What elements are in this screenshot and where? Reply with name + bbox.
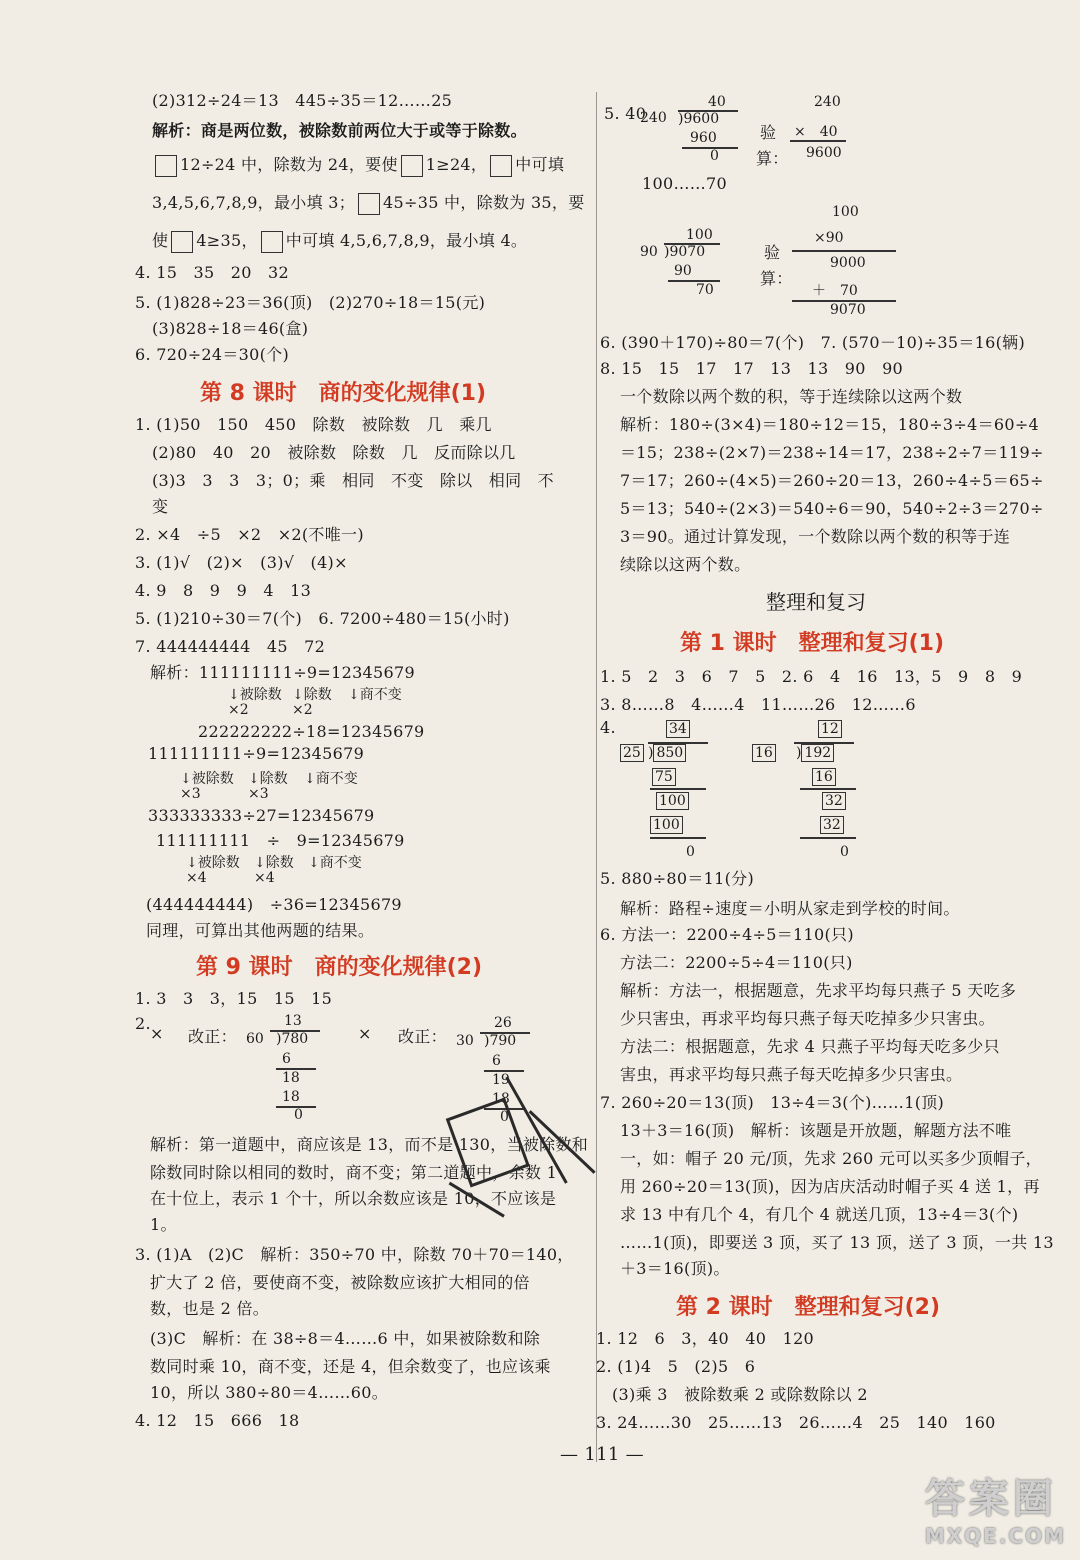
division-step: 100 (656, 792, 689, 810)
answer-line: 100……70 (642, 174, 727, 193)
answer-line: 改正： (398, 1027, 447, 1046)
check-step: ×90 (814, 230, 844, 246)
check-step: 100 (832, 204, 859, 220)
division-dividend: )9070 (664, 244, 706, 260)
analysis-line: 续除以这两个数。 (620, 555, 751, 574)
arrow-note: ×4 (254, 870, 275, 886)
analysis-line: 3,4,5,6,7,8,9，最小填 3； 45÷35 中，除数为 35，要 (152, 190, 585, 215)
answer-line: 改正： (188, 1027, 237, 1046)
watermark-logo: 答案圈 MXQE.COM (924, 1476, 1066, 1548)
blank-box (401, 155, 423, 177)
equation-line: (444444444) ÷36=12345679 (146, 895, 402, 914)
check-line (792, 250, 896, 252)
analysis-line: 10，所以 380÷80＝4……60。 (150, 1383, 388, 1402)
answer-line: 6. 方法一：2200÷4÷5＝110(只) (600, 925, 854, 944)
answer-line: 3. 8……8 4……4 11……26 12……6 (600, 695, 916, 714)
division-dividend: )780 (276, 1031, 309, 1047)
check-step: 240 (814, 94, 841, 110)
check-label: 算： (760, 269, 793, 288)
analysis-line: 3＝90。通过计算发现，一个数除以两个数的积等于连 (620, 527, 1011, 546)
answer-line: 4. 9 8 9 9 4 13 (135, 581, 312, 600)
division-step: 16 (812, 768, 836, 786)
division-line (650, 788, 706, 790)
analysis-line: ……1(顶)，即要送 3 顶，买了 13 顶，送了 3 顶，一共 13 (620, 1233, 1054, 1252)
analysis-line: 7＝17；260÷(4×5)＝260÷20＝13，260÷4÷5＝65÷ (620, 471, 1044, 490)
division-divisor: 90 (640, 244, 658, 260)
division-step: 6 (282, 1051, 291, 1067)
blank-box (155, 155, 177, 177)
analysis-line: 少只害虫，再求平均每只燕子每天吃掉多少只害虫。 (620, 1009, 995, 1028)
equation-line: 111111111 ÷ 9=12345679 (156, 831, 405, 850)
lesson-heading-review-1: 第 1 课时 整理和复习(1) (680, 631, 945, 656)
division-quotient: 12 (818, 720, 842, 738)
answer-line: 1. (1)50 150 450 除数 被除数 几 乘几 (135, 415, 492, 434)
answer-line: 5. (1)210÷30＝7(个) 6. 7200÷480＝15(小时) (135, 609, 510, 628)
section-heading: 整理和复习 (766, 590, 866, 614)
answer-line: 2. (1)4 5 (2)5 6 (596, 1357, 756, 1376)
division-divisor: 240 (640, 110, 667, 126)
arrow-note: ↓被除数 (228, 687, 282, 703)
analysis-line: 除数同时除以相同的数时，商不变；第二道题中，余数 1 (150, 1163, 558, 1182)
check-line (790, 140, 846, 142)
lesson-heading-9: 第 9 课时 商的变化规律(2) (196, 955, 483, 980)
division-step: 6 (492, 1053, 501, 1069)
division-step: 90 (674, 263, 692, 279)
analysis-line: 13＋3＝16(顶) 解析：该题是开放题，解题方法不唯 (620, 1121, 1012, 1140)
division-line (800, 788, 856, 790)
answer-line: × (358, 1024, 372, 1043)
division-remainder: 0 (686, 844, 695, 860)
arrow-note: ↓被除数 (186, 855, 240, 871)
arrow-note: ↓商不变 (304, 771, 358, 787)
answer-line: (3)3 3 3 3；0；乘 相同 不变 除以 相同 不 (152, 471, 554, 490)
answer-line: (2)312÷24＝13 445÷35＝12……25 (152, 91, 453, 110)
division-step: 960 (690, 130, 717, 146)
analysis-line: 在十位上，表示 1 个十，所以余数应该是 10，不应该是 (150, 1189, 557, 1208)
answer-line: 6. 720÷24＝30(个) (135, 345, 289, 364)
analysis-line: 解析：方法一，根据题意，先求平均每只燕子 5 天吃多 (620, 981, 1017, 1000)
stamp-square (448, 1099, 528, 1185)
lesson-heading-review-2: 第 2 课时 整理和复习(2) (676, 1295, 941, 1320)
answer-line: 2. (135, 1014, 151, 1033)
blank-box (261, 231, 283, 253)
division-step: 19 (492, 1072, 510, 1088)
analysis-line: 解析：第一道题中，商应该是 13，而不是 130，当被除数和 (150, 1135, 589, 1154)
answer-line: 8. 15 15 17 17 13 13 90 90 (600, 359, 904, 378)
division-dividend: )9600 (678, 111, 720, 127)
check-step: 9600 (806, 145, 842, 161)
arrow-note: ×4 (186, 870, 207, 886)
analysis-line: (3)C 解析：在 38÷8＝4……6 中，如果被除数和除 (150, 1329, 541, 1348)
check-step: × 40 (794, 124, 838, 140)
arrow-note: ↓商不变 (308, 855, 362, 871)
answer-line: (2)80 40 20 被除数 除数 几 反而除以几 (152, 443, 516, 462)
division-dividend: ) 850 (648, 744, 686, 762)
division-step: 75 (652, 768, 676, 786)
division-quotient: 34 (666, 720, 690, 738)
answer-line: 方法二：2200÷5÷4＝110(只) (620, 953, 853, 972)
division-step: 100 (650, 816, 683, 834)
division-quotient: 100 (686, 227, 713, 243)
division-dividend: )790 (484, 1033, 517, 1049)
lesson-heading-8: 第 8 课时 商的变化规律(1) (200, 381, 487, 406)
answer-line: 3. (1)√ (2)× (3)√ (4)× (135, 553, 348, 572)
answer-line: 4. 15 35 20 32 (135, 263, 289, 282)
division-quotient: 40 (708, 94, 726, 110)
answer-line: 4. (600, 718, 616, 737)
analysis-line: 害虫，再求平均每只燕子每天吃掉多少只害虫。 (620, 1065, 963, 1084)
analysis-line: 同理，可算出其他两题的结果。 (146, 921, 375, 940)
division-line (800, 837, 856, 839)
division-step: 32 (820, 816, 844, 834)
answer-line: (3)乘 3 被除数乘 2 或除数除以 2 (612, 1385, 868, 1404)
blank-box (171, 231, 193, 253)
division-quotient: 13 (284, 1013, 302, 1029)
page-number: — 111 — (560, 1444, 644, 1465)
analysis-line: 数同时乘 10，商不变，还是 4，但余数变了，也应该乘 (150, 1357, 551, 1376)
answer-line: 7. 444444444 45 72 (135, 637, 326, 656)
answer-line: 5. 40 (604, 104, 647, 123)
equation-line: 333333333÷27=12345679 (148, 806, 375, 825)
analysis-line: 解析：路程÷速度＝小明从家走到学校的时间。 (620, 899, 960, 918)
analysis-line: 1。 (150, 1215, 177, 1234)
division-remainder: 0 (294, 1107, 303, 1123)
answer-line: 3. (1)A (2)C 解析：350÷70 中，除数 70＋70＝140， (135, 1245, 574, 1264)
arrow-note: ↓除数 (292, 687, 332, 703)
analysis-line: 用 260÷20＝13(顶)，因为店庆活动时帽子买 4 送 1，再 (620, 1177, 1040, 1196)
equation-line: 111111111÷9=12345679 (148, 744, 365, 763)
division-step: 18 (492, 1091, 510, 1107)
analysis-line: ＋3＝16(顶)。 (620, 1259, 730, 1278)
analysis-line: 扩大了 2 倍，要使商不变，被除数应该扩大相同的倍 (150, 1273, 530, 1292)
blank-box (490, 155, 512, 177)
answer-line: 2. ×4 ÷5 ×2 ×2(不唯一) (135, 525, 364, 544)
blank-box (358, 193, 380, 215)
arrow-note: ×2 (228, 702, 249, 718)
check-step: 9000 (830, 255, 866, 271)
division-divisor: 30 (456, 1033, 474, 1049)
answer-line: 5. (1)828÷23＝36(顶) (2)270÷18＝15(元) (135, 293, 486, 312)
check-label: 算： (756, 149, 789, 168)
division-divisor: 25 (620, 744, 644, 762)
division-step: 32 (822, 792, 846, 810)
answer-line: 变 (152, 497, 169, 516)
answer-line: (3)828÷18＝46(盒) (152, 319, 309, 338)
answer-line: 5. 880÷80＝11(分) (600, 869, 754, 888)
answer-line: 1. 3 3 3，15 15 15 (135, 989, 333, 1008)
answer-line: 4. 12 15 666 18 (135, 1411, 300, 1430)
analysis-line: ＝15；238÷(2×7)＝238÷14＝17，238÷2÷7＝119÷ (620, 443, 1044, 462)
division-remainder: 0 (840, 844, 849, 860)
arrow-note: ↓商不变 (348, 687, 402, 703)
division-line (650, 837, 706, 839)
division-dividend: ) 192 (796, 744, 834, 762)
arrow-note: ↓除数 (248, 771, 288, 787)
arrow-note: ×3 (180, 786, 201, 802)
division-quotient: 26 (494, 1015, 512, 1031)
division-divisor: 16 (752, 744, 776, 762)
check-step: 9070 (830, 302, 866, 318)
analysis-line: 一，如：帽子 20 元/顶，先求 260 元可以买多少顶帽子， (620, 1149, 1042, 1168)
division-remainder: 0 (500, 1109, 509, 1125)
stamp-mark (420, 1060, 600, 1230)
answer-line: 1. 5 2 3 6 7 5 2. 6 4 16 13，5 9 8 9 (600, 667, 1023, 686)
check-step: ＋ 70 (812, 283, 858, 299)
analysis-line: 求 13 中有几个 4，有几个 4 就送几顶，13÷4＝3(个) (620, 1205, 1019, 1224)
arrow-note: ↓被除数 (180, 771, 234, 787)
column-divider (596, 92, 597, 1462)
answer-line: 一个数除以两个数的积，等于连续除以这两个数 (620, 387, 963, 406)
analysis-line: 解析：商是两位数，被除数前两位大于或等于除数。 (152, 121, 527, 140)
equation-line: 222222222÷18=12345679 (198, 722, 425, 741)
analysis-line: 方法二：根据题意，先求 4 只燕子平均每天吃多少只 (620, 1037, 1000, 1056)
analysis-line: 解析：111111111÷9=12345679 (150, 663, 415, 682)
analysis-line: 使 4≥35， 中可填 4,5,6,7,8,9，最小填 4。 (152, 228, 527, 253)
analysis-line: 12÷24 中，除数为 24，要使 1≥24， 中可填 (152, 152, 564, 177)
answer-line: 6. (390＋170)÷80＝7(个) 7. (570－10)÷35＝16(辆) (600, 333, 1025, 352)
division-remainder: 0 (710, 148, 719, 164)
answer-line: 3. 24……30 25……13 26……4 25 140 160 (596, 1413, 996, 1432)
answer-line: 7. 260÷20＝13(顶) 13÷4＝3(个)……1(顶) (600, 1093, 945, 1112)
analysis-line: 解析：180÷(3×4)＝180÷12＝15，180÷3÷4＝60÷4 (620, 415, 1040, 434)
arrow-note: ×3 (248, 786, 269, 802)
answer-line: 1. 12 6 3，40 40 120 (596, 1329, 815, 1348)
answer-line: × (150, 1024, 164, 1043)
division-step: 18 (282, 1070, 300, 1086)
division-divisor: 60 (246, 1031, 264, 1047)
arrow-note: ×2 (292, 702, 313, 718)
check-label: 验 (764, 243, 781, 262)
division-step: 18 (282, 1089, 300, 1105)
stamp-stroke (449, 1169, 504, 1230)
analysis-line: 5＝13；540÷(2×3)＝540÷6＝90，540÷2÷3＝270÷ (620, 499, 1044, 518)
check-label: 验 (760, 123, 777, 142)
arrow-note: ↓除数 (254, 855, 294, 871)
division-remainder: 70 (696, 282, 714, 298)
analysis-line: 数，也是 2 倍。 (150, 1299, 270, 1318)
